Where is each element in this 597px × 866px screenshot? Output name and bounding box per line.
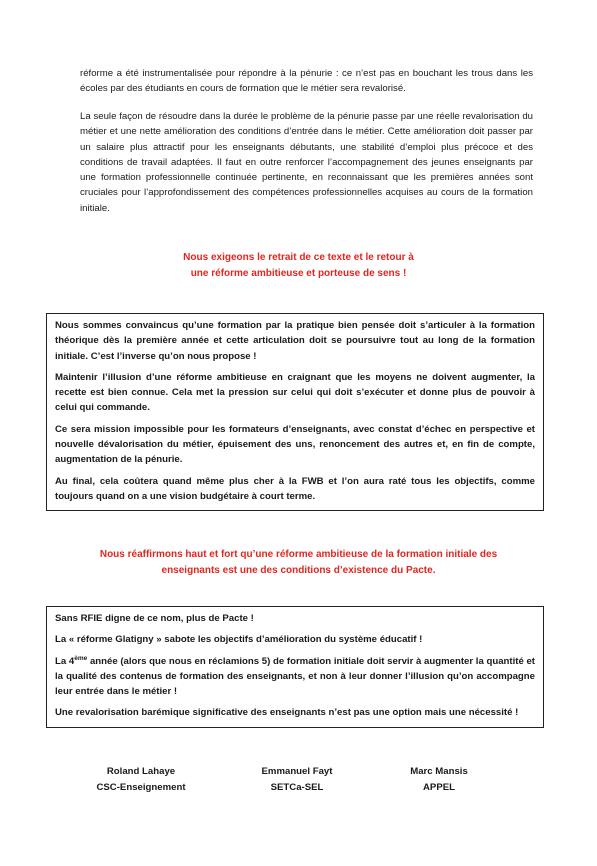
box2-line-4: Une revalorisation barémique significative des enseignants n’est pas une option mais une nécessité ! [55, 707, 519, 719]
ordinal-suffix: ème [74, 654, 88, 662]
signatory-org: APPEL [423, 781, 455, 793]
signatory-name: Emmanuel Fayt [261, 766, 333, 777]
intro-paragraph-2: La seule façon de résoudre dans la durée le problème de la pénurie passe par une réelle revalorisation du métier et une nette amélioration des conditions d’entrée dans le métier. Cette amélioration doit passer par un salaire plus attractif pour les enseignants débutants, une stabilité d’emploi plus précoce et des conditions de travail adaptées. Il faut en outre renforcer l’accompagnement des jeunes enseignants par une formation professionnelle continuée pertinente, en reconnaissant que les premières années sont cruciales pour l’approfondissement des compétences professionnelles acquises au cours de la formation initiale. [80, 111, 533, 214]
box1-paragraph-4: Au final, cela coûtera quand même plus cher à la FWB et l’on aura raté tous les objectifs, comme toujours quand on a une vision budgétaire à court terme. [55, 475, 535, 502]
headline-demand [40, 250, 557, 281]
signatory-2 [222, 764, 372, 795]
signatory-1 [66, 764, 216, 795]
headline-demand-line-2: une réforme ambitieuse et porteuse de sens ! [190, 267, 407, 279]
box1-paragraph-3: Ce sera mission impossible pour les formateurs d’enseignants, avec constat d’échec en perspective et nouvelle dévalorisation du métier, épuisement des uns, renoncement des autres et, en fin de compte, augmentation de la pénurie. [55, 423, 535, 466]
box1-paragraph-1: Nous sommes convaincus qu’une formation par la pratique bien pensée doit s’articuler à la formation théorique dès la première année et cette articulation doit se poursuivre tout au long de la formation initiale. C’est l’inverse qu’on nous propose ! [55, 320, 535, 362]
box2-line-2: La « réforme Glatigny » sabote les objectifs d’amélioration du système éducatif ! [55, 634, 423, 646]
signatory-3 [364, 764, 514, 795]
signatory-name: Roland Lahaye [106, 766, 176, 777]
headline-reaffirm-line-2: enseignants est une des conditions d’existence du Pacte. [161, 564, 436, 576]
statement-box-2 [46, 606, 544, 728]
box2-line-3-rest: année (alors que nous en réclamions 5) de formation initiale doit servir à augmenter la quantité et la qualité des contenus de formation des enseignants, et non à leur donner l’illusion qu’on accompagne leur entrée dans le métier ! [55, 655, 536, 698]
headline-reaffirm [40, 547, 557, 578]
box2-line-3 [55, 654, 535, 700]
box2-line-1: Sans RFIE digne de ce nom, plus de Pacte ! [55, 613, 254, 624]
signatory-name: Marc Mansis [410, 766, 468, 777]
headline-reaffirm-line-1: Nous réaffirmons haut et fort qu’une réforme ambitieuse de la formation initiale des [99, 549, 498, 560]
intro-paragraph-1: réforme a été instrumentalisée pour répondre à la pénurie : ce n’est pas en bouchant les trous dans les écoles par des étudiants en cours de formation que le métier sera revalorisé. [80, 68, 533, 95]
headline-demand-line-1: Nous exigeons le retrait de ce texte et le retour à [183, 252, 414, 263]
signatory-org: CSC-Enseignement [96, 781, 186, 793]
box2-line-3-start: La 4 [55, 655, 75, 667]
signatory-org: SETCa-SEL [270, 781, 324, 793]
statement-box-1 [46, 313, 544, 511]
box1-paragraph-2: Maintenir l’illusion d’une réforme ambitieuse en craignant que les moyens ne doivent augmenter, la recette est bien connue. Cela met la pression sur celui qui doit s’exécuter et donne plus de pouvoir à celui qui commande. [55, 371, 535, 414]
